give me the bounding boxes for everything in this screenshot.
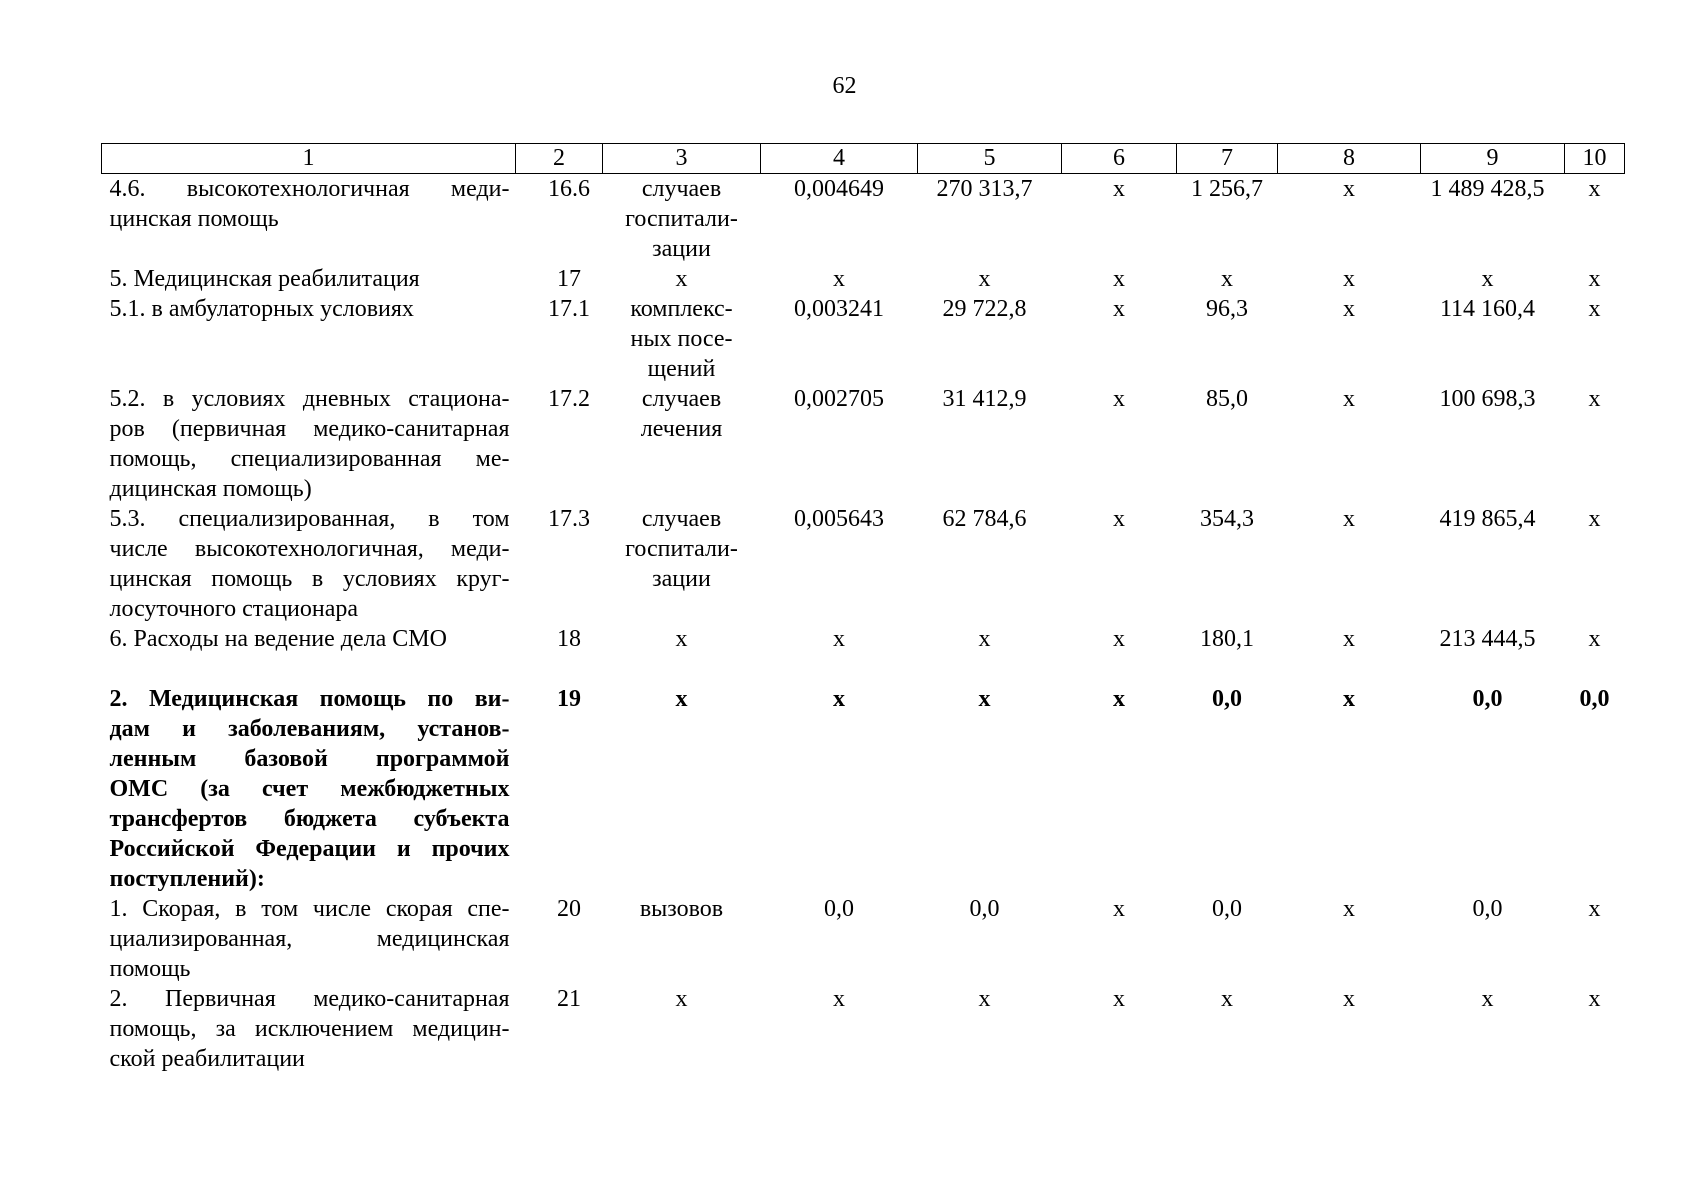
row-name-line: цинская помощь [109,206,279,232]
row-name-line: 1. Скорая, в том числе скорая спе- [109,896,510,922]
unit-cell [603,684,761,894]
column-header: 1 [102,144,516,174]
value-cell: х [978,986,991,1012]
row-name-cell [102,294,516,384]
unit-line: комплекс- [630,296,733,322]
row-name-cell [102,894,516,984]
value-cell: х [1588,176,1601,202]
row-name-line: цинская помощь в условиях круг- [109,566,510,592]
table-row [102,624,1625,654]
row-name-cell [102,624,516,654]
row-code-cell: 17.2 [548,386,590,412]
value-cell: 180,1 [1200,626,1254,652]
value-cell: 270 313,7 [936,176,1033,202]
column-header: 7 [1177,144,1278,174]
row-name-cell [102,384,516,504]
value-cell: 0,0 [969,896,1000,922]
row-code-cell: 17.1 [548,296,590,322]
value-cell: х [1588,296,1601,322]
table-row [102,684,1625,894]
value-cell: х [1343,686,1355,712]
value-cell: х [1343,896,1355,922]
value-cell: х [1113,296,1125,322]
value-cell: х [1113,986,1125,1012]
row-name-line: 5.3. специализированная, в том [109,506,510,532]
row-name-cell [102,174,516,265]
value-cell: х [1343,506,1355,532]
row-name-line: ров (первичная медико-санитарная [109,416,510,442]
value-cell: х [1221,986,1233,1012]
row-name-line: поступлений): [109,866,265,892]
value-cell: х [1343,296,1355,322]
row-name-cell [102,264,516,294]
table-body [102,174,1625,1075]
value-cell: 213 444,5 [1439,626,1536,652]
row-name-line: помощь, за исключением медицин- [109,1016,510,1042]
value-cell: 0,004649 [794,176,884,202]
row-code-cell: 20 [557,896,581,922]
unit-cell [603,894,761,984]
row-name-line: 2. Медицинская помощь по ви- [109,686,510,712]
row-name-line: ленным базовой программой [109,746,510,772]
value-cell: х [833,986,845,1012]
unit-cell [603,624,761,654]
row-code-cell: 21 [557,986,581,1012]
value-cell: х [1113,896,1125,922]
row-code-cell: 19 [557,686,581,712]
value-cell: х [1343,386,1355,412]
value-cell: х [1481,266,1494,292]
spacer-cell [102,654,1625,684]
unit-cell [603,384,761,504]
value-cell: 419 865,4 [1439,506,1536,532]
spacer-row [102,654,1625,684]
column-header: 10 [1565,144,1625,174]
column-header: 5 [918,144,1062,174]
row-name-line: ской реабилитации [109,1046,305,1072]
value-cell: 0,0 [1212,686,1242,712]
unit-line: х [675,686,688,712]
table-row [102,264,1625,294]
value-cell: х [833,626,845,652]
row-name-line: 4.6. высокотехнологичная меди- [109,176,510,202]
unit-line: случаев [641,506,722,532]
value-cell: х [1343,626,1355,652]
value-cell: 96,3 [1206,296,1248,322]
row-code-cell: 16.6 [548,176,590,202]
value-cell: х [1588,386,1601,412]
row-code-cell: 18 [557,626,581,652]
row-name-line: дицинская помощь) [109,476,312,502]
value-cell: х [1113,686,1125,712]
unit-cell [603,984,761,1074]
row-name-line: 2. Первичная медико-санитарная [109,986,510,1012]
value-cell: 100 698,3 [1439,386,1536,412]
column-header: 6 [1062,144,1177,174]
value-cell: х [833,686,845,712]
row-code-cell: 17.3 [548,506,590,532]
value-cell: х [1343,176,1355,202]
unit-line: вызовов [639,896,724,922]
column-header: 8 [1278,144,1421,174]
table-row [102,504,1625,624]
value-cell: 354,3 [1200,506,1254,532]
unit-line: случаев [641,386,722,412]
value-cell: х [1343,986,1355,1012]
unit-line: х [675,626,688,652]
unit-line: госпитали- [625,536,738,562]
column-header: 3 [603,144,761,174]
page-number-text: 62 [832,73,857,99]
page-number [0,72,1697,100]
column-header: 2 [516,144,603,174]
value-cell: х [978,626,991,652]
table-row [102,984,1625,1074]
row-name-line: дам и заболеваниям, установ- [109,716,510,742]
row-name-line: лосуточного стационара [109,596,359,622]
value-cell: х [1113,176,1125,202]
row-name-cell [102,684,516,894]
row-name-line: 5. Медицинская реабилитация [109,266,420,292]
unit-line: случаев [641,176,722,202]
row-name-cell [102,504,516,624]
unit-line: х [675,986,688,1012]
value-cell: х [1113,386,1125,412]
row-name-line: помощь [109,956,191,982]
value-cell: 0,0 [1472,686,1503,712]
value-cell: 0,003241 [794,296,884,322]
column-header: 4 [761,144,918,174]
row-name-line: 6. Расходы на ведение дела СМО [109,626,447,652]
table-row [102,294,1625,384]
row-name-cell [102,984,516,1074]
value-cell: х [1588,506,1601,532]
value-cell: х [833,266,845,292]
value-cell: 0,0 [1579,686,1610,712]
value-cell: х [1588,266,1601,292]
value-cell: х [978,686,991,712]
row-name-line: 5.2. в условиях дневных стациона- [109,386,510,412]
row-name-line: ОМС (за счет межбюджетных [109,776,510,802]
data-table [101,143,1625,1074]
value-cell: 85,0 [1206,386,1248,412]
row-name-line: 5.1. в амбулаторных условиях [109,296,414,322]
unit-line: щений [647,356,716,382]
value-cell: х [978,266,991,292]
row-name-line: циализированная, медицинская [109,926,510,952]
value-cell: х [1113,266,1125,292]
row-code-cell: 17 [557,266,581,292]
value-cell: 1 489 428,5 [1430,176,1545,202]
value-cell: 0,002705 [794,386,884,412]
value-cell: х [1343,266,1355,292]
value-cell: х [1221,266,1233,292]
value-cell: х [1588,986,1601,1012]
row-name-line: Российской Федерации и прочих [109,836,510,862]
header-row [102,144,1625,174]
table-row [102,174,1625,265]
unit-line: госпитали- [625,206,738,232]
table-row [102,384,1625,504]
unit-line: зации [652,236,711,262]
unit-cell [603,294,761,384]
row-name-line: помощь, специализированная ме- [109,446,510,472]
value-cell: х [1588,896,1601,922]
value-cell: 0,0 [1212,896,1242,922]
value-cell: 29 722,8 [942,296,1027,322]
value-cell: 0,0 [824,896,854,922]
value-cell: 31 412,9 [942,386,1027,412]
value-cell: 1 256,7 [1191,176,1263,202]
value-cell: х [1481,986,1494,1012]
column-header: 9 [1421,144,1565,174]
value-cell: 0,0 [1472,896,1503,922]
unit-line: зации [652,566,711,592]
unit-cell [603,504,761,624]
value-cell: х [1113,506,1125,532]
value-cell: х [1113,626,1125,652]
value-cell: 62 784,6 [942,506,1027,532]
unit-line: ных посе- [630,326,733,352]
unit-line: х [675,266,688,292]
value-cell: 114 160,4 [1439,296,1536,322]
unit-line: лечения [640,416,723,442]
unit-cell [603,264,761,294]
table-row [102,894,1625,984]
value-cell: х [1588,626,1601,652]
row-name-line: трансфертов бюджета субъекта [109,806,510,832]
value-cell: 0,005643 [794,506,884,532]
row-name-line: числе высокотехнологичная, меди- [109,536,510,562]
unit-cell [603,174,761,265]
